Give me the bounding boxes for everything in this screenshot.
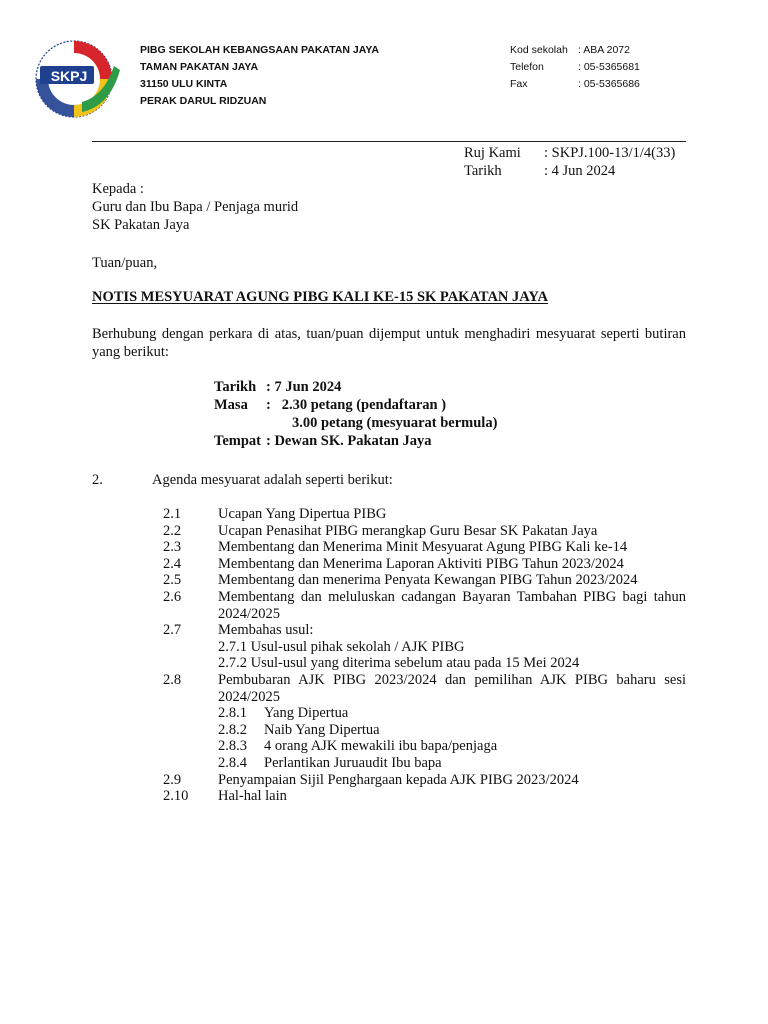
agenda-number: 2.6 — [163, 588, 182, 605]
agenda-list — [163, 506, 686, 805]
meeting-details — [214, 378, 497, 450]
agenda-subitem — [163, 722, 686, 739]
agenda-item — [163, 788, 686, 805]
subitem-number: 2.8.3 — [218, 738, 247, 755]
agenda-text: Ucapan Penasihat PIBG merangkap Guru Besar SK Pakatan Jaya — [218, 522, 598, 539]
agenda-text: Membentang dan Menerima Minit Mesyuarat Agung PIBG Kali ke-14 — [218, 539, 628, 556]
agenda-number: 2.1 — [163, 506, 182, 522]
school-logo — [34, 36, 124, 122]
agenda-text: Membentang dan meluluskan cadangan Bayaran Tambahan PIBG bagi tahun 2024/2025 — [218, 588, 686, 622]
contact-value: : 05-5365686 — [578, 78, 640, 90]
agenda-number: 2.10 — [163, 788, 189, 805]
detail-label: Tempat — [214, 433, 261, 449]
agenda-number: 2.5 — [163, 572, 182, 589]
reference-block — [464, 144, 675, 180]
agenda-text: Pembubaran AJK PIBG 2023/2024 dan pemilihan AJK PIBG baharu sesi 2024/2025 — [218, 671, 686, 705]
reference-label: Tarikh — [464, 163, 502, 179]
address-line: PERAK DARUL RIDZUAN — [140, 95, 267, 107]
subitem-text: Yang Dipertua — [264, 705, 349, 722]
recipient-line: Guru dan Ibu Bapa / Penjaga murid — [92, 199, 299, 215]
recipient-line: Kepada : — [92, 181, 144, 197]
subitem-number: 2.8.2 — [218, 721, 247, 738]
salutation: Tuan/puan, — [92, 255, 158, 271]
contact-row — [510, 42, 640, 59]
agenda-number: 2.9 — [163, 771, 182, 788]
detail-value: : Dewan SK. Pakatan Jaya — [266, 433, 432, 449]
recipient-block — [92, 180, 298, 234]
agenda-item — [163, 589, 686, 622]
school-contact — [510, 42, 640, 93]
school-name: PIBG SEKOLAH KEBANGSAAN PAKATAN JAYA — [140, 44, 380, 56]
agenda-item — [163, 572, 686, 589]
recipient-line: SK Pakatan Jaya — [92, 217, 190, 233]
subitem-text: Naib Yang Dipertua — [264, 721, 380, 738]
subitem-text: 4 orang AJK mewakili ibu bapa/penjaga — [264, 738, 498, 755]
address-line: 31150 ULU KINTA — [140, 78, 228, 90]
contact-row — [510, 59, 640, 76]
agenda-text: Hal-hal lain — [218, 788, 287, 805]
detail-row — [214, 414, 497, 432]
contact-label: Telefon — [510, 61, 544, 73]
contact-value: : 05-5365681 — [578, 61, 640, 73]
detail-row — [214, 378, 497, 396]
subitem-text: Perlantikan Juruaudit Ibu bapa — [264, 754, 442, 771]
section-number: 2. — [92, 472, 103, 488]
agenda-subitem — [163, 738, 686, 755]
logo-text: SKPJ — [50, 68, 88, 84]
detail-value: : 2.30 petang (pendaftaran ) — [266, 397, 447, 413]
notice-title: NOTIS MESYUARAT AGUNG PIBG KALI KE-15 SK PAKATAN JAYA — [92, 289, 549, 305]
agenda-text: Membentang dan menerima Penyata Kewangan PIBG Tahun 2023/2024 — [218, 572, 638, 589]
agenda-item — [163, 772, 686, 789]
agenda-text: Ucapan Yang Dipertua PIBG — [218, 506, 387, 522]
reference-row — [464, 162, 675, 180]
contact-label: Kod sekolah — [510, 44, 568, 56]
agenda-item — [163, 556, 686, 573]
agenda-number: 2.4 — [163, 555, 182, 572]
agenda-subitem — [163, 705, 686, 722]
agenda-number: 2.8 — [163, 671, 182, 688]
subitem-number: 2.8.1 — [218, 705, 247, 722]
subitem-number: 2.8.4 — [218, 754, 247, 771]
reference-value: : 4 Jun 2024 — [544, 163, 616, 179]
agenda-number: 2.3 — [163, 539, 182, 556]
reference-label: Ruj Kami — [464, 145, 521, 161]
section-text: Agenda mesyuarat adalah seperti berikut: — [152, 472, 393, 488]
reference-value: : SKPJ.100-13/1/4(33) — [544, 145, 676, 161]
detail-label: Masa — [214, 397, 248, 413]
school-address — [140, 42, 379, 110]
agenda-subitem: 2.7.1 Usul-usul pihak sekolah / AJK PIBG — [218, 638, 465, 655]
contact-row — [510, 76, 640, 93]
agenda-item — [163, 523, 686, 540]
detail-row — [214, 396, 497, 414]
detail-row — [214, 432, 497, 450]
agenda-number: 2.7 — [163, 622, 182, 639]
agenda-item — [163, 672, 686, 705]
header-divider — [92, 141, 686, 142]
reference-row — [464, 144, 675, 162]
agenda-number: 2.2 — [163, 522, 182, 539]
address-line: TAMAN PAKATAN JAYA — [140, 61, 259, 73]
contact-value: : ABA 2072 — [578, 44, 630, 56]
detail-label: Tarikh — [214, 379, 257, 395]
agenda-item — [163, 539, 686, 556]
agenda-subitem — [163, 755, 686, 772]
agenda-item — [163, 506, 686, 523]
agenda-item — [163, 622, 686, 639]
agenda-text: Membahas usul: — [218, 622, 314, 639]
detail-value: : 7 Jun 2024 — [266, 379, 342, 395]
detail-value: 3.00 petang (mesyuarat bermula) — [292, 415, 498, 431]
agenda-text: Membentang dan Menerima Laporan Aktiviti PIBG Tahun 2023/2024 — [218, 555, 624, 572]
agenda-subitem: 2.7.2 Usul-usul yang diterima sebelum atau pada 15 Mei 2024 — [218, 655, 580, 672]
contact-label: Fax — [510, 78, 528, 90]
intro-paragraph: Berhubung dengan perkara di atas, tuan/puan dijemput untuk menghadiri mesyuarat seperti butiran yang berikut: — [92, 326, 686, 360]
agenda-text: Penyampaian Sijil Penghargaan kepada AJK PIBG 2023/2024 — [218, 771, 579, 788]
